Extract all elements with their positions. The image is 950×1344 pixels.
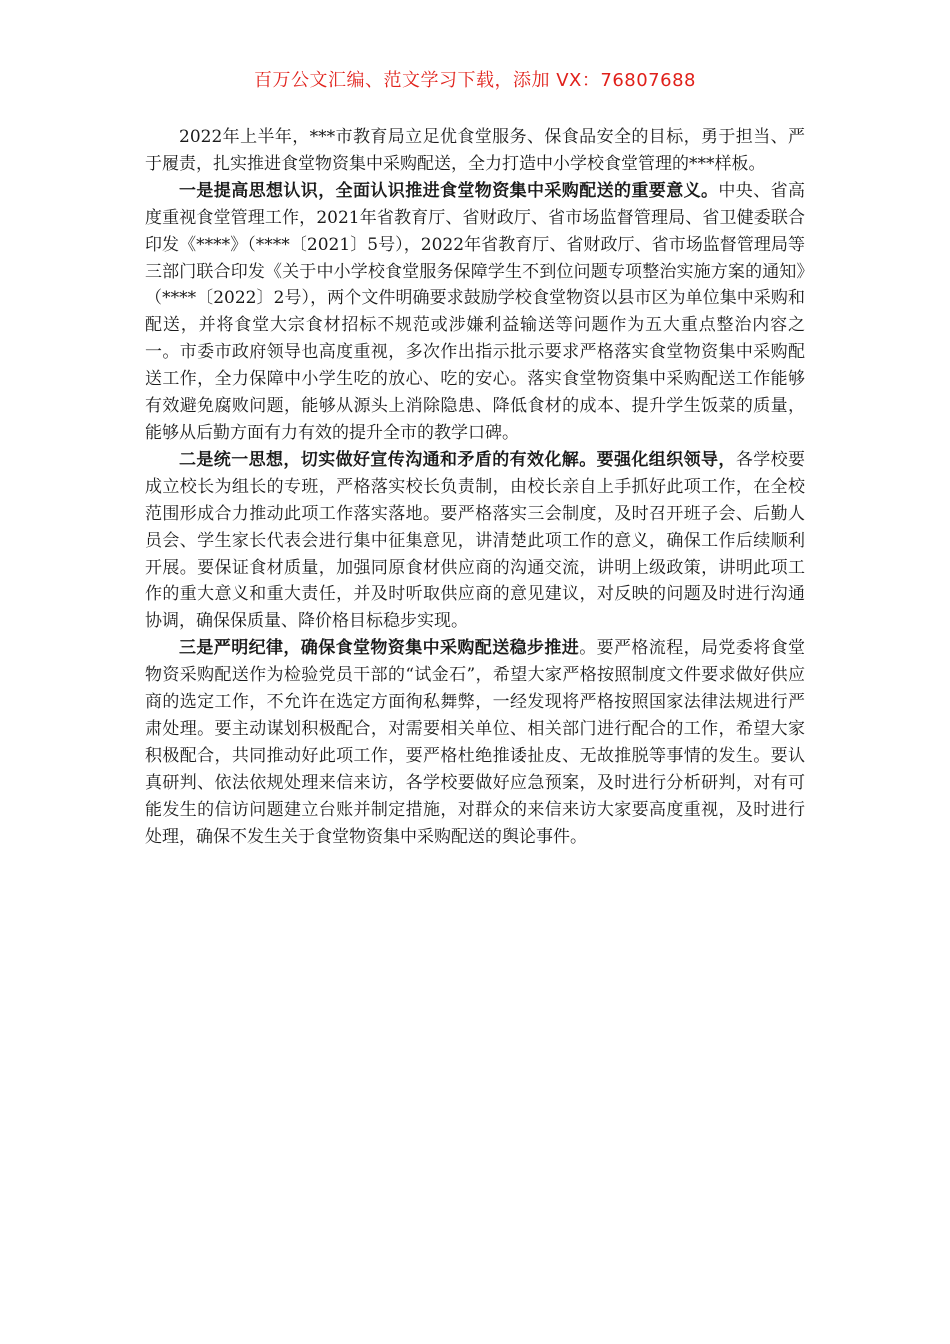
section-1-heading: 一是提高思想认识，全面认识推进食堂物资集中采购配送的重要意义。 [179,180,719,201]
document-body [145,124,805,850]
section-1-body: 中央、省高度重视食堂管理工作，2021年省教育厅、省财政厅、省市场监督管理局、省卫健委联合印发《****》（****〔2021〕5号），2022年省教育厅、省财政厅、省市场监督管理局等三部门联合印发《关于中小学校食堂服务保障学生不到位问题专项整治实施方案的通知》（****〔2022〕2号），两个文件明确要求鼓励学校食堂物资以县市区为单位集中采购和配送，并将食堂大宗食材招标不规范或涉嫌利益输送等问题作为五大重点整治内容之一。市委市政府领导也高度重视，多次作出指示批示要求严格落实食堂物资集中采购配送工作，全力保障中小学生吃的放心、吃的安心。落实食堂物资集中采购配送工作能够有效避免腐败问题，能够从源头上消除隐患、降低食材的成本、提升学生饭菜的质量，能够从后勤方面有力有效的提升全市的教学口碑。 [145,180,806,443]
section-2-paragraph [145,447,805,635]
intro-paragraph: 2022年上半年，***市教育局立足优食堂服务、保食品安全的目标，勇于担当、严于履责，扎实推进食堂物资集中采购配送，全力打造中小学校食堂管理的***样板。 [145,127,805,174]
section-2-body: 各学校要成立校长为组长的专班，严格落实校长负责制，由校长亲自上手抓好此项工作，在全校范围形成合力推动此项工作落实落地。要严格落实三会制度，及时召开班子会、后勤人员会、学生家长代表会进行集中征集意见，讲清楚此项工作的意义，确保工作后续顺利开展。要保证食材质量，加强同原食材供应商的沟通交流，讲明上级政策，讲明此项工作的重大意义和重大责任，并及时听取供应商的意见建议，对反映的问题及时进行沟通协调，确保保质量、降价格目标稳步实现。 [145,449,806,632]
section-3-paragraph [145,635,805,850]
section-3-heading: 三是严明纪律，确保食堂物资集中采购配送稳步推进 [179,638,580,659]
section-2-heading: 二是统一思想，切实做好宣传沟通和矛盾的有效化解。要强化组织领导， [179,449,736,470]
watermark-header: 百万公文汇编、范文学习下载，添加 VX：76807688 [254,70,696,91]
section-3-body: 。要严格流程，局党委将食堂物资采购配送作为检验党员干部的“试金石”，希望大家严格按照制度文件要求做好供应商的选定工作，不允许在选定方面徇私舞弊，一经发现将严格按照国家法律法规进行严肃处理。要主动谋划积极配合，对需要相关单位、相关部门进行配合的工作，希望大家积极配合，共同推动好此项工作，要严格杜绝推诿扯皮、无故推脱等事情的发生。要认真研判、依法依规处理来信来访，各学校要做好应急预案，及时进行分析研判，对有可能发生的信访问题建立台账并制定措施，对群众的来信来访大家要高度重视，及时进行处理，确保不发生关于食堂物资集中采购配送的舆论事件。 [145,638,806,847]
section-1-paragraph [145,178,805,447]
